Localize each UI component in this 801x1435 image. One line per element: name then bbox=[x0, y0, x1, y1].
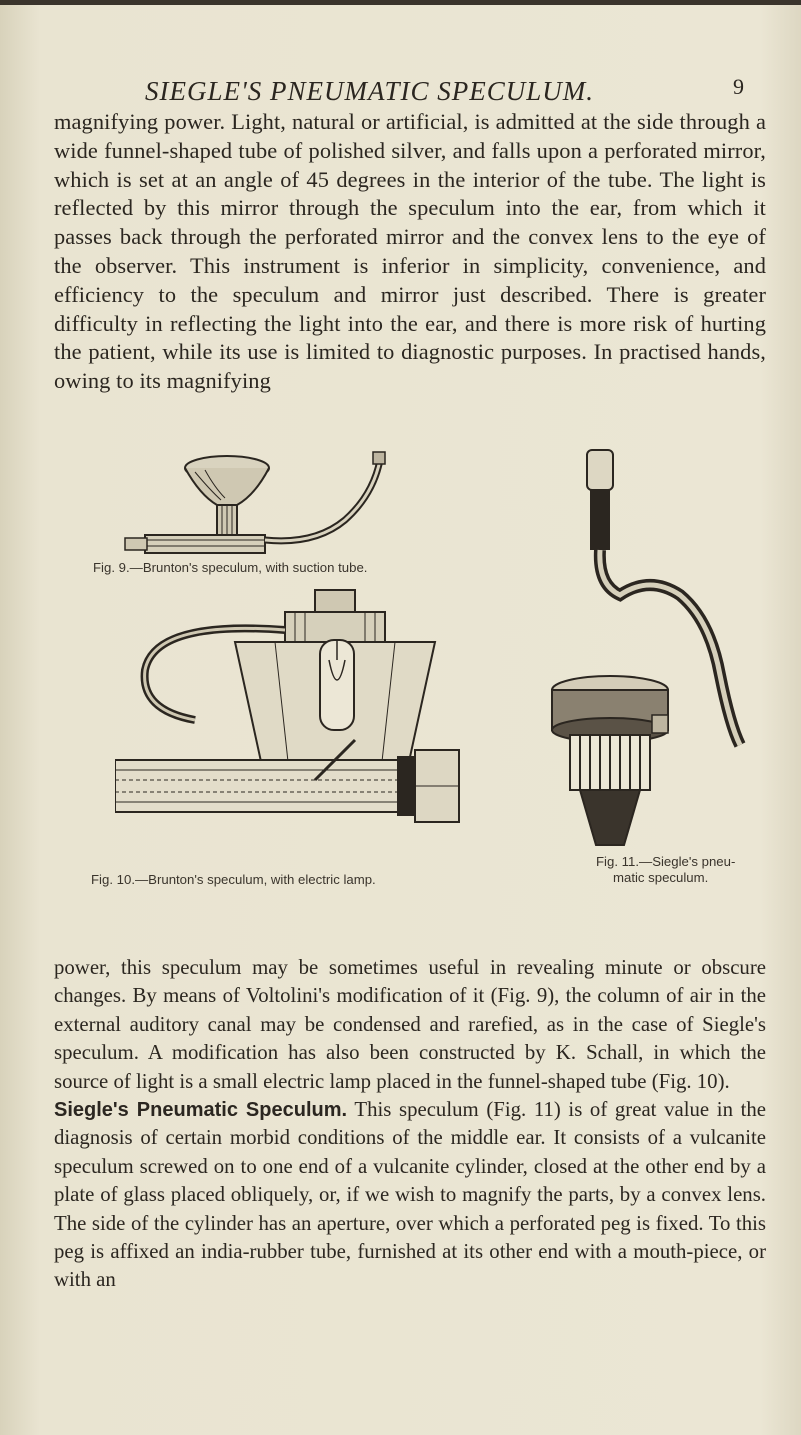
body-paragraphs-bottom bbox=[54, 954, 766, 1295]
figure-11-illustration bbox=[540, 445, 770, 855]
figure-11-caption-line-2: matic speculum. bbox=[613, 870, 709, 885]
figure-10-illustration bbox=[115, 580, 475, 865]
section-heading: Siegle's Pneumatic Speculum. bbox=[54, 1099, 348, 1122]
running-head: SIEGLE'S PNEUMATIC SPECULUM. bbox=[145, 76, 595, 106]
figure-10-caption: Fig. 10.—Brunton's speculum, with electric lamp. bbox=[91, 872, 376, 887]
body-paragraph-top: magnifying power. Light, natural or artificial, is admitted at the side through a wide funnel-shaped tube of polished silver, and falls upon a perforated mirror, which is set at an angle of 45 degrees in the interior of the tube. The light is reflected by this mirror through the speculum into the ear, from which it passes back through the perforated mirror and the convex lens to the eye of the observer. This instrument is inferior in simplicity, convenience, and efficiency to the speculum and mirror just described. There is greater difficulty in reflecting the light into the ear, and there is more risk of hurting the patient, while its use is limited to diagnostic purposes. In practised hands, owing to its magnifying bbox=[54, 109, 766, 394]
figure-9-caption: Fig. 9.—Brunton's speculum, with suction tube. bbox=[93, 560, 368, 575]
body-paragraph-voltolini: power, this speculum may be sometimes useful in revealing minute or obscure changes. By means of Voltolini's modification of it (Fig. 9), the column of air in the external auditory canal may be condensed and rarefied, as in the case of Siegle's speculum. A modification has also been constructed by K. Schall, in which the source of light is a small electric lamp placed in the funnel-shaped tube (Fig. 10). bbox=[54, 956, 766, 1093]
body-paragraph-siegle bbox=[54, 1096, 766, 1295]
page-top-edge bbox=[0, 0, 801, 5]
page-number: 9 bbox=[733, 74, 744, 99]
figure-11-caption-line-1: Fig. 11.—Siegle's pneu- bbox=[596, 854, 736, 869]
section-body-text: This speculum (Fig. 11) is of great value in the diagnosis of certain morbid conditions of the middle ear. It consists of a vulcanite speculum screwed on to one end of a vulcanite cylinder, closed at the other end by a plate of glass placed obliquely, or, if we wish to magnify the parts, by a convex lens. The side of the cylinder has an aperture, over which a perforated peg is fixed. To this peg is affixed an india-rubber tube, furnished at its other end with a mouth-piece, or with an bbox=[54, 1098, 767, 1292]
figure-9-illustration bbox=[105, 450, 405, 560]
